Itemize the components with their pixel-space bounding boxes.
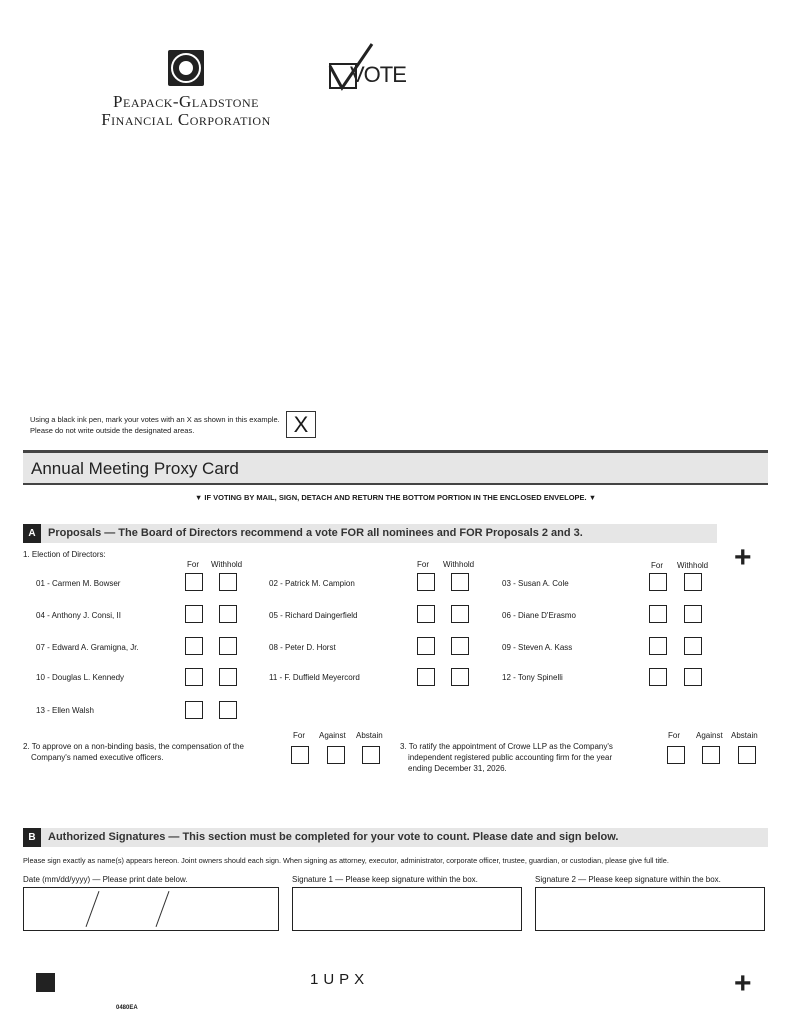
nominee-label: 11 - F. Duffield Meyercord [269,673,360,682]
nominee-04-for-checkbox[interactable] [185,605,203,623]
nominee-13-for-checkbox[interactable] [185,701,203,719]
section-b-badge: B [23,828,41,847]
nominee-label: 10 - Douglas L. Kennedy [36,673,125,682]
example-mark-box: X [286,411,316,438]
proposal2-abstain-checkbox[interactable] [362,746,380,764]
vote-logo [328,42,408,97]
registration-square-mark [36,973,55,992]
col-withhold: Withhold [677,561,709,570]
nominee-10-withhold-checkbox[interactable] [219,668,237,686]
col-for: For [187,560,199,569]
nominee-12-withhold-checkbox[interactable] [684,668,702,686]
card-title-bar [23,450,768,485]
prop2-col-against: Against [319,731,346,740]
election-label: 1. Election of Directors: [23,550,106,559]
prop2-col-for: For [293,731,305,740]
nominee-05-for-checkbox[interactable] [417,605,435,623]
nominee-10-for-checkbox[interactable] [185,668,203,686]
section-b-title: Authorized Signatures — This section must be completed for your vote to count. Please date and sign below. [48,831,619,843]
nominee-label: 03 - Susan A. Cole [502,579,569,588]
nominee-05-withhold-checkbox[interactable] [451,605,469,623]
detach-notice [0,493,791,502]
proposal3-abstain-checkbox[interactable] [738,746,756,764]
nominee-07-withhold-checkbox[interactable] [219,637,237,655]
nominee-label: 13 - Ellen Walsh [36,706,94,715]
nominee-06-withhold-checkbox[interactable] [684,605,702,623]
proposal3-text-line2: independent registered public accounting firm for the year [408,753,613,762]
proposal2-against-checkbox[interactable] [327,746,345,764]
down-triangle-icon: ▼ [586,493,597,502]
card-title: Annual Meeting Proxy Card [31,459,239,478]
prop3-col-for: For [668,731,680,740]
nominee-11-withhold-checkbox[interactable] [451,668,469,686]
company-name-line2: Financial Corporation [101,110,271,129]
nominee-03-for-checkbox[interactable] [649,573,667,591]
down-triangle-icon: ▼ [194,493,205,502]
prop3-col-abstain: Abstain [731,731,758,740]
section-a-header [23,524,717,543]
nominee-09-for-checkbox[interactable] [649,637,667,655]
nominee-label: 07 - Edward A. Gramigna, Jr. [36,643,139,652]
nominee-08-for-checkbox[interactable] [417,637,435,655]
nominee-09-withhold-checkbox[interactable] [684,637,702,655]
date-field[interactable] [23,887,279,931]
proposal3-text-line1: 3. To ratify the appointment of Crowe LLP as the Company's [400,742,613,751]
nominee-label: 06 - Diane D'Erasmo [502,611,576,620]
registration-plus-mark: + [734,967,752,1000]
section-a-title: Proposals — The Board of Directors recommend a vote FOR all nominees and FOR Proposals 2 and 3. [48,527,583,539]
date-label: Date (mm/dd/yyyy) — Please print date below. [23,875,188,884]
nominee-02-for-checkbox[interactable] [417,573,435,591]
nominee-03-withhold-checkbox[interactable] [684,573,702,591]
company-seal-icon [168,50,204,86]
prop2-col-abstain: Abstain [356,731,383,740]
nominee-label: 02 - Patrick M. Campion [269,579,355,588]
proposal3-text-line3: ending December 31, 2026. [408,764,507,773]
nominee-02-withhold-checkbox[interactable] [451,573,469,591]
footer-code: 1UPX [310,971,370,988]
nominee-label: 04 - Anthony J. Consi, II [36,611,121,620]
signature1-label: Signature 1 — Please keep signature within the box. [292,875,478,884]
nominee-07-for-checkbox[interactable] [185,637,203,655]
nominee-04-withhold-checkbox[interactable] [219,605,237,623]
col-withhold: Withhold [211,560,243,569]
marking-instructions [30,414,285,436]
col-for: For [417,560,429,569]
vote-text: VOTE [350,62,406,87]
col-withhold: Withhold [443,560,475,569]
signature-instruction: Please sign exactly as name(s) appears hereon. Joint owners should each sign. When signing as attorney, executor, administrator, corporate officer, trustee, guardian, or custodian, please give full title. [23,856,669,865]
nominee-label: 08 - Peter D. Horst [269,643,336,652]
signature1-field[interactable] [292,887,522,931]
nominee-label: 05 - Richard Daingerfield [269,611,358,620]
nominee-label: 01 - Carmen M. Bowser [36,579,121,588]
proposal3-against-checkbox[interactable] [702,746,720,764]
proposal2-text-line2: Company's named executive officers. [31,753,164,762]
nominee-12-for-checkbox[interactable] [649,668,667,686]
section-b-header [23,828,768,847]
proposal2-text-line1: 2. To approve on a non-binding basis, the compensation of the [23,742,244,751]
nominee-11-for-checkbox[interactable] [417,668,435,686]
detach-notice-text: IF VOTING BY MAIL, SIGN, DETACH AND RETURN THE BOTTOM PORTION IN THE ENCLOSED ENVELOPE. [204,493,587,502]
proposal3-for-checkbox[interactable] [667,746,685,764]
date-separator [156,891,170,927]
instructions-line1: Using a black ink pen, mark your votes with an X as shown in this example. [30,415,280,424]
nominee-01-for-checkbox[interactable] [185,573,203,591]
nominee-label: 12 - Tony Spinelli [502,673,563,682]
prop3-col-against: Against [696,731,723,740]
nominee-13-withhold-checkbox[interactable] [219,701,237,719]
signature2-label: Signature 2 — Please keep signature within the box. [535,875,721,884]
nominee-06-for-checkbox[interactable] [649,605,667,623]
nominee-01-withhold-checkbox[interactable] [219,573,237,591]
signature2-field[interactable] [535,887,765,931]
section-a-badge: A [23,524,41,543]
instructions-line2: Please do not write outside the designated areas. [30,426,195,435]
company-name-line1: Peapack-Gladstone [113,92,259,111]
col-for: For [651,561,663,570]
form-id: 0480EA [116,1005,138,1011]
nominee-label: 09 - Steven A. Kass [502,643,573,652]
registration-plus-mark: + [734,541,752,574]
date-separator [86,891,100,927]
nominee-08-withhold-checkbox[interactable] [451,637,469,655]
proposal2-for-checkbox[interactable] [291,746,309,764]
